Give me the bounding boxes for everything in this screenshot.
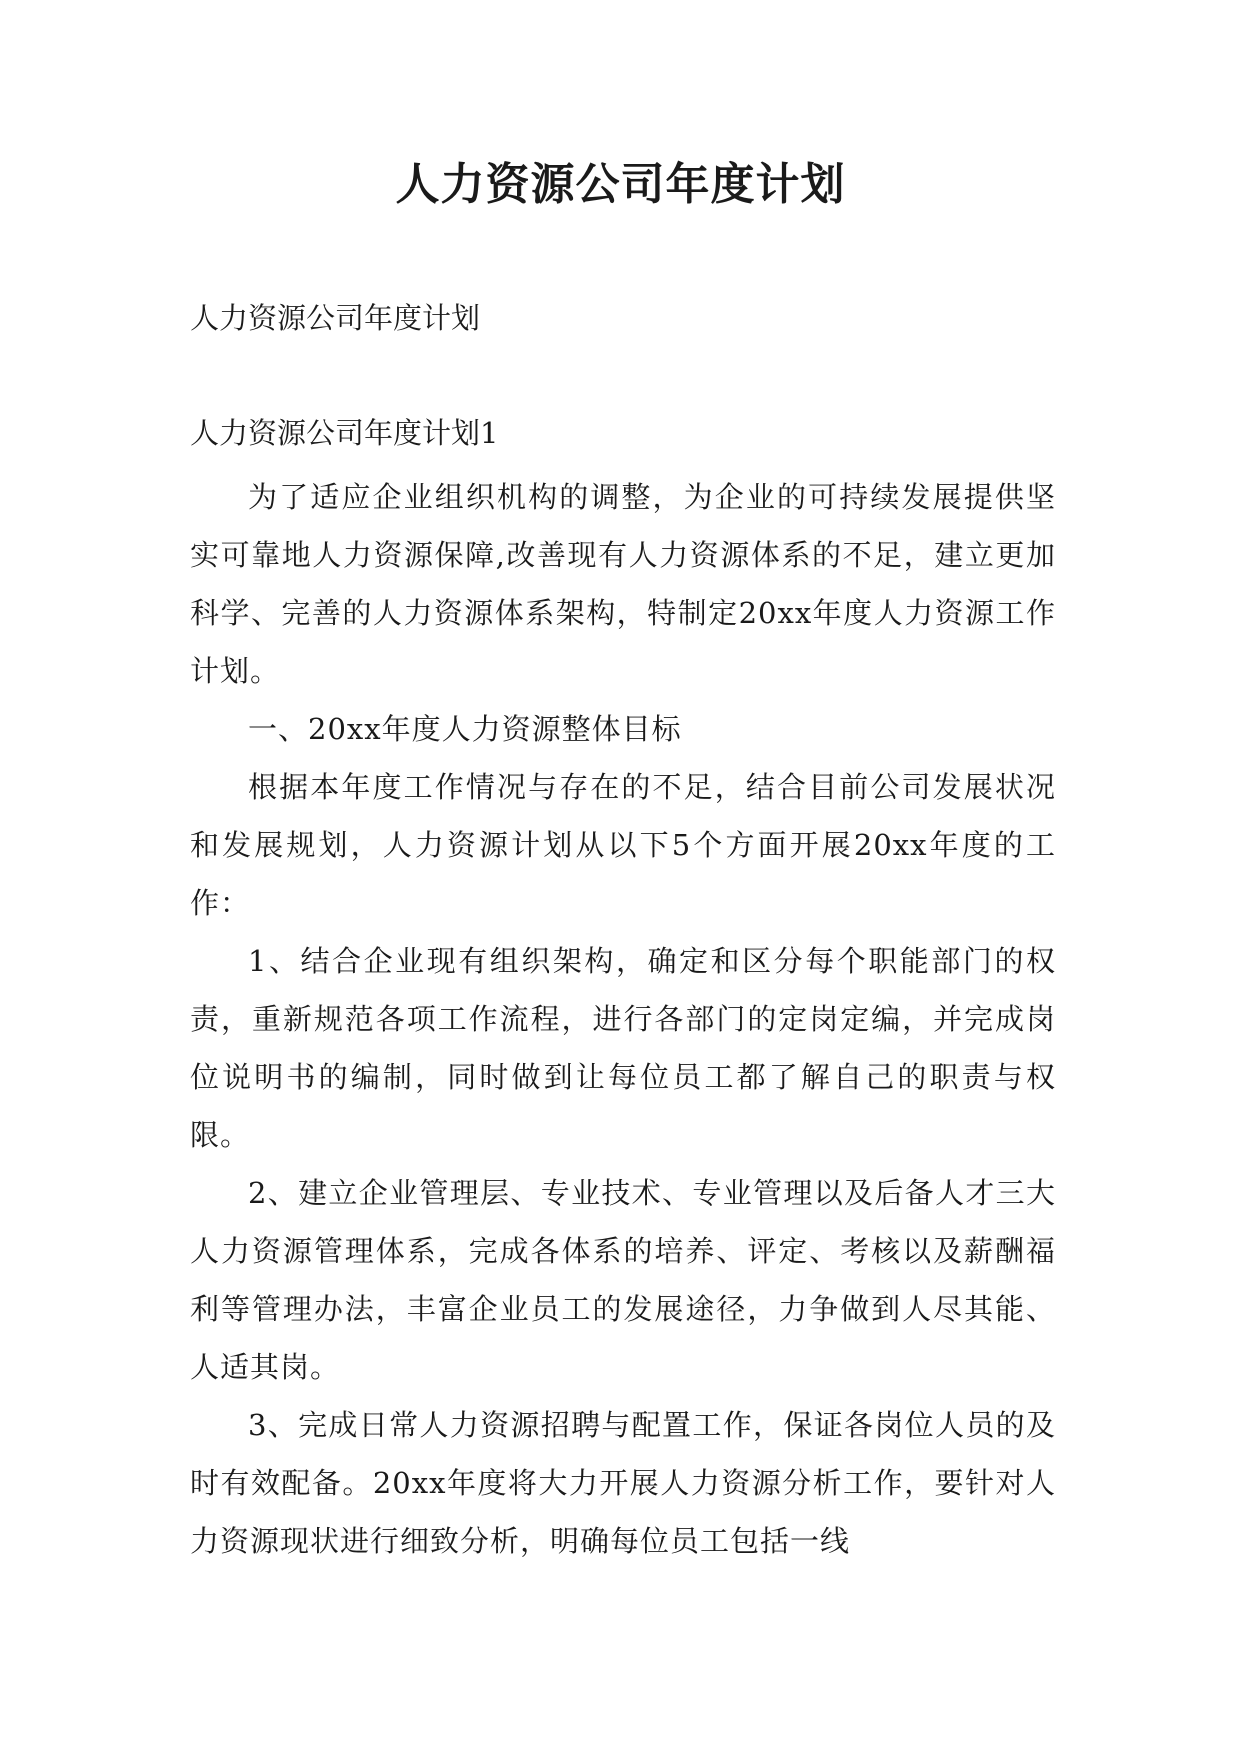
document-title: 人力资源公司年度计划 [395, 159, 846, 210]
document-body [190, 468, 1056, 1570]
paragraph-overview: 根据本年度工作情况与存在的不足，结合目前公司发展状况和发展规划，人力资源计划从以下5个方面开展20xx年度的工作： [190, 770, 1056, 920]
paragraph-item-1: 1、结合企业现有组织架构，确定和区分每个职能部门的权责，重新规范各项工作流程，进行各部门的定岗定编，并完成岗位说明书的编制，同时做到让每位员工都了解自己的职责与权限。 [190, 944, 1056, 1152]
paragraph-intro: 为了适应企业组织机构的调整，为企业的可持续发展提供坚实可靠地人力资源保障,改善现有人力资源体系的不足，建立更加科学、完善的人力资源体系架构，特制定20xx年度人力资源工作计划。 [190, 480, 1056, 688]
paragraph-item-2: 2、建立企业管理层、专业技术、专业管理以及后备人才三大人力资源管理体系，完成各体系的培养、评定、考核以及薪酬福利等管理办法，丰富企业员工的发展途径，力争做到人尽其能、人适其岗。 [190, 1176, 1056, 1384]
paragraph-heading-goals: 一、20xx年度人力资源整体目标 [248, 712, 682, 746]
document-subtitle: 人力资源公司年度计划 [190, 301, 481, 335]
paragraph-item-3: 3、完成日常人力资源招聘与配置工作，保证各岗位人员的及时有效配备。20xx年度将大力开展人力资源分析工作，要针对人力资源现状进行细致分析，明确每位员工包括一线 [190, 1408, 1056, 1558]
section-title: 人力资源公司年度计划1 [190, 416, 499, 450]
